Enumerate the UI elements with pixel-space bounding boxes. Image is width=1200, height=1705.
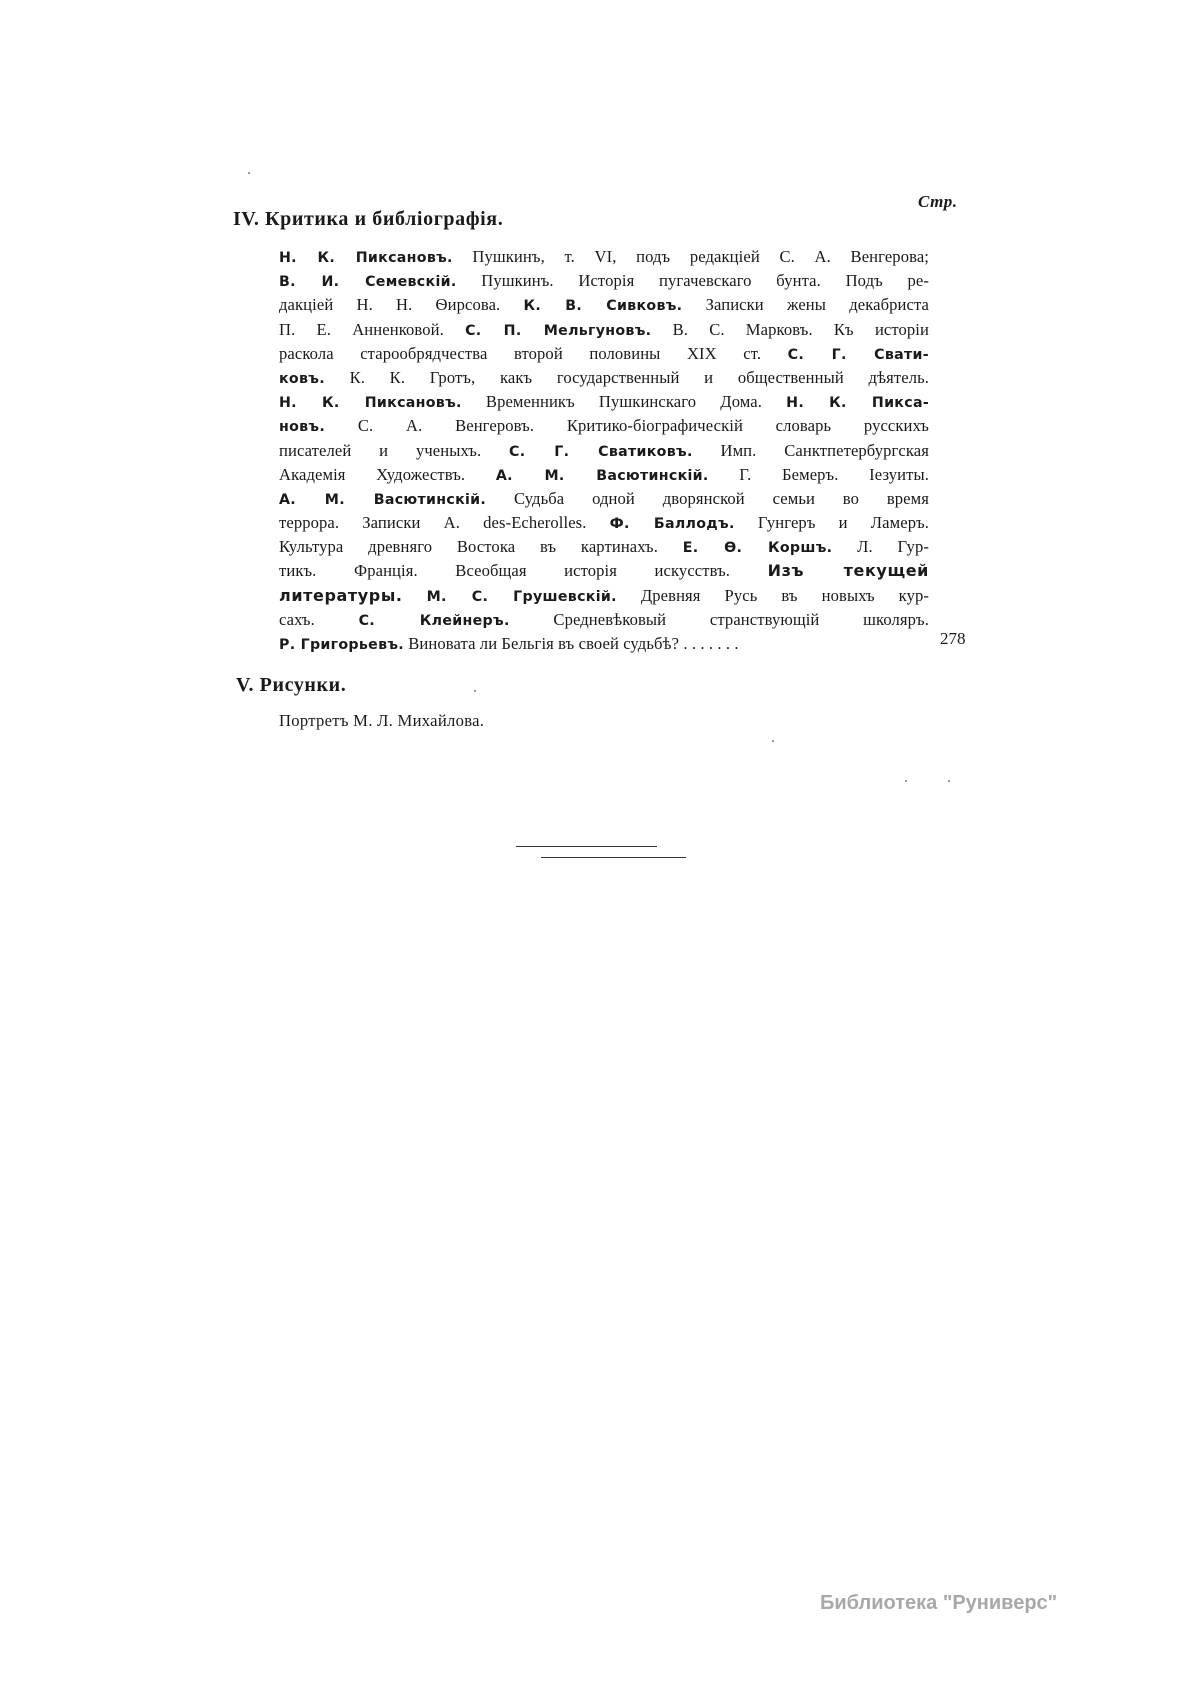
- entry-line: [279, 414, 929, 438]
- entry-text: Пушкинъ. Исторія пугачевскаго бунта. Подъ ре-: [456, 271, 929, 291]
- entry-line: [279, 632, 929, 656]
- entry-text: В. С. Марковъ. Къ исторіи: [651, 319, 930, 339]
- entry-line: [279, 584, 929, 608]
- section-iv-entry: [279, 245, 929, 656]
- closing-rule-top: [516, 846, 657, 847]
- entry-line: [279, 608, 929, 632]
- entry-line: [279, 269, 929, 293]
- page-column-label: Стр.: [918, 192, 958, 211]
- section-v-heading: V. Рисунки.: [236, 674, 347, 696]
- entry-line: [279, 390, 929, 414]
- entry-text: К. К. Гротъ, какъ государственный и общественный дѣятель.: [324, 367, 929, 387]
- entry-text: Л. Гур-: [832, 537, 929, 557]
- entry-text: С. А. Венгеровъ. Критико-біографическій словарь русскихъ: [325, 416, 929, 436]
- entry-text: Временникъ Пушкинскаго Дома.: [461, 392, 787, 412]
- entry-text: Имп. Санктпетербургская: [692, 440, 929, 460]
- entry-line: [279, 439, 929, 463]
- scan-speck: [948, 780, 950, 782]
- section-v-item: Портретъ М. Л. Михайлова.: [279, 711, 485, 730]
- author-name: Н. К. Пиксановъ.: [279, 395, 462, 412]
- entry-text: Пушкинъ, т. VI, подъ редакціей С. А. Венгерова;: [452, 247, 929, 266]
- entry-text: П. Е. Анненковой.: [279, 319, 466, 339]
- entry-line: [279, 366, 929, 390]
- author-name: Е. Ѳ. Коршъ.: [682, 540, 833, 557]
- author-name: В. И. Семевскій.: [279, 274, 457, 291]
- author-name: К. В. Сивковъ.: [523, 298, 683, 315]
- section-iv-heading: IV. Критика и библіографія.: [233, 208, 504, 230]
- entry-line: [279, 559, 929, 583]
- author-name: С. Г. Сватиковъ.: [509, 443, 693, 460]
- entry-text: Культура древняго Востока въ картинахъ.: [279, 537, 683, 557]
- author-name: С. Клейнеръ.: [358, 612, 510, 629]
- author-name: Ф. Баллодъ.: [609, 516, 735, 533]
- entry-text: Г. Бемеръ. Іезуиты.: [708, 464, 929, 484]
- closing-rule-bottom: [541, 857, 686, 858]
- entry-text: Древняя Русь въ новыхъ кур-: [616, 585, 930, 605]
- entry-text: тикъ. Франція. Всеобщая исторія искусствъ.: [279, 561, 768, 581]
- entry-text: террора. Записки A. des-Echerolles.: [279, 513, 610, 533]
- entry-line: [279, 487, 929, 511]
- scan-speck: [772, 740, 774, 742]
- author-name: Н. К. Пикса-: [786, 395, 930, 412]
- entry-text: дакціей Н. Н. Ѳирсова.: [279, 295, 524, 315]
- entry-text: Гунгеръ и Ламеръ.: [734, 513, 930, 533]
- author-name: Н. К. Пиксановъ.: [279, 250, 453, 266]
- scan-speck: [905, 780, 907, 782]
- entry-line: [279, 511, 929, 535]
- entry-text: сахъ.: [279, 609, 359, 629]
- entry-line: [279, 535, 929, 559]
- scan-speck: [248, 172, 250, 174]
- entry-text: Записки жены декабриста: [682, 295, 929, 315]
- author-name: Изъ текущей: [767, 561, 929, 581]
- author-name: Р. Григорьевъ.: [279, 637, 405, 653]
- entry-line: [279, 342, 929, 366]
- author-name: литературы.: [279, 585, 403, 605]
- entry-text: Средневѣковый странствующій школяръ.: [509, 609, 929, 629]
- scan-speck: [474, 690, 476, 692]
- page-number: 278: [940, 629, 966, 648]
- entry-line: [279, 245, 929, 269]
- library-watermark: Библиотека "Руниверс": [820, 1592, 1058, 1614]
- entry-text: [403, 586, 427, 605]
- author-name: А. М. Васютинскій.: [279, 491, 487, 508]
- entry-text: Судьба одной дворянской семьи во время: [486, 488, 929, 508]
- entry-line: [279, 463, 929, 487]
- author-name: М. С. Грушевскій.: [426, 588, 617, 605]
- entry-text: раскола старообрядчества второй половины XIX ст.: [279, 343, 788, 363]
- entry-text: Академія Художествъ.: [279, 464, 496, 484]
- entry-text: писателей и ученыхъ.: [279, 440, 510, 460]
- entry-line: [279, 318, 929, 342]
- entry-line: [279, 293, 929, 317]
- author-name: С. П. Мельгуновъ.: [465, 322, 652, 339]
- author-name: А. М. Васютинскій.: [495, 467, 709, 484]
- entry-text: Виновата ли Бельгія въ своей судьбѣ? . . . . . . .: [404, 634, 739, 653]
- author-name: ковъ.: [279, 370, 325, 387]
- author-name: новъ.: [279, 419, 326, 436]
- author-name: С. Г. Свати-: [787, 346, 929, 363]
